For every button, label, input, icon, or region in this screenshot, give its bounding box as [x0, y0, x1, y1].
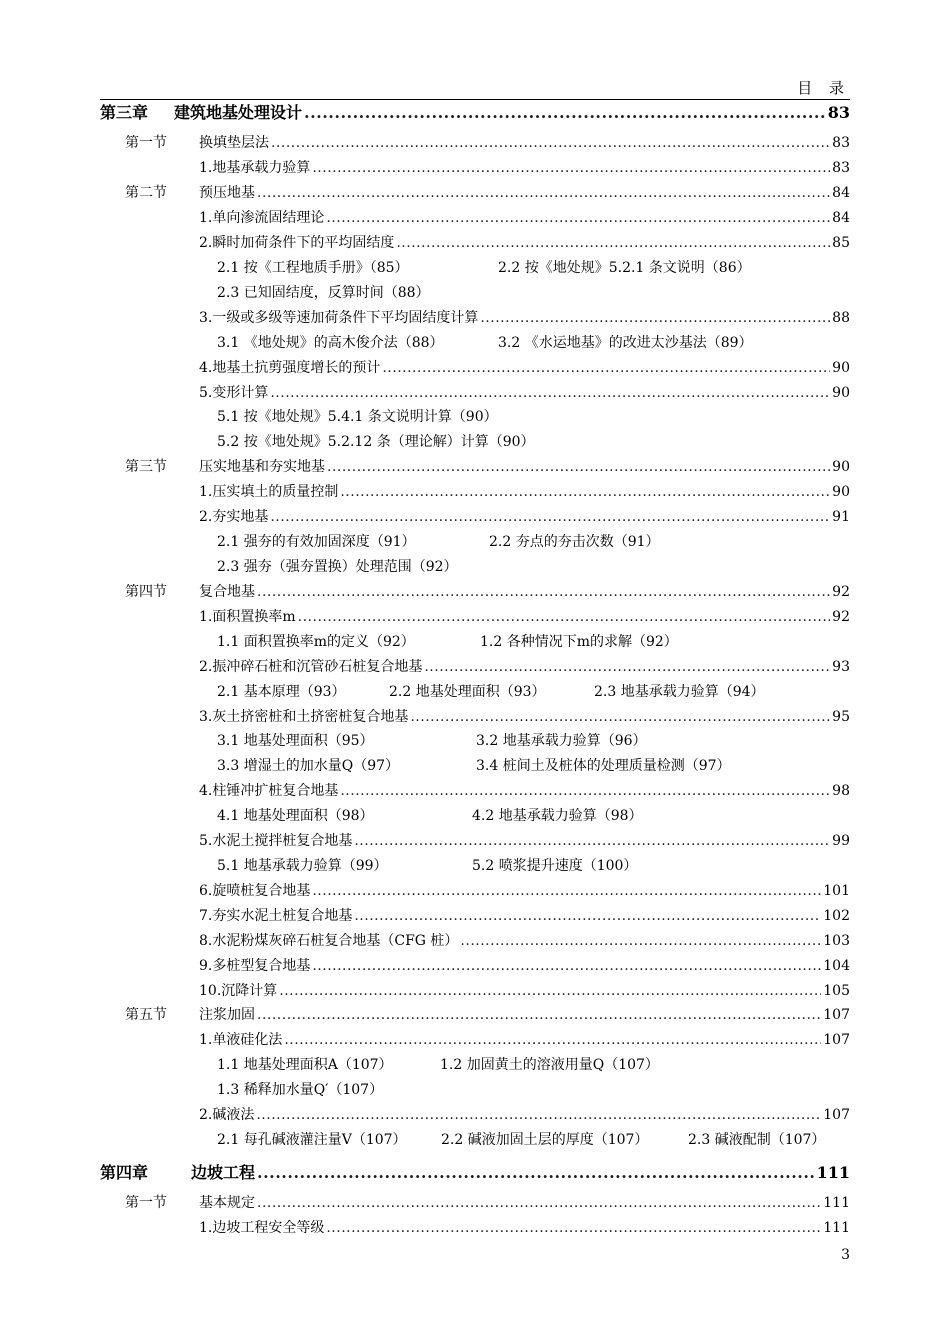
item-title: 2.瞬时加荷条件下的平均固结度 [199, 235, 395, 251]
toc-item[interactable] [0, 931, 950, 951]
toc-chapter[interactable] [0, 1163, 950, 1183]
page-ref: 95 [832, 709, 850, 725]
page-ref: 92 [832, 584, 850, 600]
section-title: 压实地基和夯实地基 [199, 459, 325, 475]
subitem[interactable]: 5.1 按《地处规》5.4.1 条文说明计算（90） [217, 409, 498, 425]
page-ref: 84 [832, 185, 850, 201]
toc-item[interactable] [0, 158, 950, 178]
chapter-title: 边坡工程 [191, 1163, 256, 1182]
item-title: 1.单向渗流固结理论 [199, 210, 325, 226]
subitem[interactable]: 2.2 按《地处规》5.2.1 条文说明（86） [498, 260, 751, 276]
item-title: 4.地基土抗剪强度增长的预计 [199, 360, 381, 376]
toc-subitems [0, 1130, 950, 1150]
section-title: 换填垫层法 [199, 135, 269, 151]
toc-item[interactable] [0, 358, 950, 378]
toc-subitems [0, 856, 950, 876]
item-title: 6.旋喷桩复合地基 [199, 883, 311, 899]
item-title: 1.地基承载力验算 [199, 160, 311, 176]
section-title: 复合地基 [199, 584, 255, 600]
item-title: 1.面积置换率m [199, 609, 296, 625]
toc-subitems [0, 632, 950, 652]
toc-item[interactable] [0, 308, 950, 328]
subitem[interactable]: 4.1 地基处理面积（98） [217, 808, 374, 824]
section-number: 第三节 [125, 459, 167, 475]
toc-subitems [0, 407, 950, 427]
toc-item[interactable] [0, 881, 950, 901]
subitem[interactable]: 3.1 《地处规》的高木俊介法（88） [217, 335, 444, 351]
page-ref: 111 [823, 1195, 850, 1211]
toc-item[interactable] [0, 607, 950, 627]
toc-subitems [0, 806, 950, 826]
toc-section[interactable] [0, 133, 950, 153]
toc-section[interactable] [0, 582, 950, 602]
page-ref: 90 [832, 360, 850, 376]
toc-item[interactable] [0, 507, 950, 527]
subitem[interactable]: 2.1 基本原理（93） [217, 684, 346, 700]
subitem[interactable]: 1.2 加固黄土的溶液用量Q（107） [440, 1057, 659, 1073]
toc-item[interactable] [0, 956, 950, 976]
item-title: 1.单液硅化法 [199, 1032, 283, 1048]
chapter-number: 第三章 [100, 103, 149, 122]
item-title: 4.柱锤冲扩桩复合地基 [199, 783, 339, 799]
page-ref: 107 [823, 1107, 850, 1123]
subitem[interactable]: 2.1 按《工程地质手册》（85） [217, 260, 409, 276]
subitem[interactable]: 3.2 地基承载力验算（96） [476, 733, 647, 749]
page-ref: 90 [832, 459, 850, 475]
section-number: 第一节 [125, 1195, 167, 1211]
chapter-title: 建筑地基处理设计 [174, 103, 303, 122]
page-ref: 101 [823, 883, 850, 899]
subitem[interactable]: 2.2 地基处理面积（93） [389, 684, 546, 700]
section-title: 注浆加固 [199, 1007, 255, 1023]
page-ref: 107 [823, 1032, 850, 1048]
page-ref: 83 [832, 135, 850, 151]
section-title: 预压地基 [199, 185, 255, 201]
page-ref: 99 [832, 833, 850, 849]
page-ref: 90 [832, 385, 850, 401]
subitem[interactable]: 3.1 地基处理面积（95） [217, 733, 374, 749]
subitem[interactable]: 3.2 《水运地基》的改进太沙基法（89） [498, 335, 753, 351]
subitem[interactable]: 5.1 地基承载力验算（99） [217, 858, 388, 874]
item-title: 2.夯实地基 [199, 509, 269, 525]
page-ref: 83 [832, 160, 850, 176]
subitem[interactable]: 1.1 地基处理面积A（107） [217, 1057, 393, 1073]
toc-subitems [0, 283, 950, 303]
toc-item[interactable] [0, 1030, 950, 1050]
subitem[interactable]: 1.1 面积置换率m的定义（92） [217, 634, 415, 650]
subitem[interactable]: 2.2 夯点的夯击次数（91） [489, 534, 660, 550]
toc-item[interactable] [0, 906, 950, 926]
item-title: 10.沉降计算 [199, 983, 278, 999]
toc-subitems [0, 333, 950, 353]
toc-item[interactable] [0, 1218, 950, 1238]
page-ref: 111 [816, 1163, 850, 1182]
toc-item[interactable] [0, 657, 950, 677]
toc-subitems [0, 731, 950, 751]
header-rule [100, 99, 850, 100]
page-ref: 98 [832, 783, 850, 799]
toc-item[interactable] [0, 781, 950, 801]
toc-section[interactable] [0, 1005, 950, 1025]
item-title: 3.一级或多级等速加荷条件下平均固结度计算 [199, 310, 479, 326]
subitem[interactable]: 2.3 碱液配制（107） [688, 1132, 826, 1148]
subitem[interactable]: 3.3 增湿土的加水量Q（97） [217, 758, 400, 774]
toc-subitems [0, 258, 950, 278]
page-ref: 92 [832, 609, 850, 625]
toc-item[interactable] [0, 233, 950, 253]
toc-item[interactable] [0, 208, 950, 228]
item-title: 5.变形计算 [199, 385, 269, 401]
page-ref: 85 [832, 235, 850, 251]
toc-item[interactable] [0, 981, 950, 1001]
item-title: 9.多桩型复合地基 [199, 958, 311, 974]
section-number: 第二节 [125, 185, 167, 201]
toc-section[interactable] [0, 183, 950, 203]
toc-item[interactable] [0, 1105, 950, 1125]
toc-section[interactable] [0, 1193, 950, 1213]
section-number: 第四节 [125, 584, 167, 600]
page-ref: 91 [832, 509, 850, 525]
page-ref: 107 [823, 1007, 850, 1023]
subitem[interactable]: 5.2 按《地处规》5.2.12 条（理论解）计算（90） [217, 434, 535, 450]
item-title: 1.压实填土的质量控制 [199, 484, 339, 500]
item-title: 1.边坡工程安全等级 [199, 1220, 325, 1236]
page-ref: 84 [832, 210, 850, 226]
subitem[interactable]: 2.3 已知固结度，反算时间（88） [217, 285, 430, 301]
subitem[interactable]: 2.3 地基承载力验算（94） [594, 684, 765, 700]
subitem[interactable]: 4.2 地基承载力验算（98） [472, 808, 643, 824]
item-title: 2.碱液法 [199, 1107, 255, 1123]
toc-item[interactable] [0, 482, 950, 502]
item-title: 3.灰土挤密桩和土挤密桩复合地基 [199, 709, 409, 725]
item-title: 5.水泥土搅拌桩复合地基 [199, 833, 353, 849]
page-ref: 111 [823, 1220, 850, 1236]
toc-item[interactable] [0, 707, 950, 727]
page-ref: 102 [823, 908, 850, 924]
toc-subitems [0, 557, 950, 577]
page-ref: 104 [823, 958, 850, 974]
toc-subitems [0, 756, 950, 776]
page-number: 3 [841, 1247, 850, 1263]
page-ref: 93 [832, 659, 850, 675]
item-title: 8.水泥粉煤灰碎石桩复合地基（CFG 桩） [199, 933, 459, 949]
subitem[interactable]: 1.3 稀释加水量Q′（107） [217, 1082, 384, 1098]
subitem[interactable]: 2.2 碱液加固土层的厚度（107） [441, 1132, 649, 1148]
chapter-number: 第四章 [100, 1163, 149, 1182]
page-header: 目 录 [797, 79, 850, 97]
toc-item[interactable] [0, 383, 950, 403]
page-ref: 88 [832, 310, 850, 326]
page-ref: 83 [827, 103, 850, 122]
toc-subitems [0, 532, 950, 552]
subitem[interactable]: 1.2 各种情况下m的求解（92） [480, 634, 678, 650]
subitem[interactable]: 2.3 强夯（强夯置换）处理范围（92） [217, 559, 458, 575]
subitem[interactable]: 3.4 桩间土及桩体的处理质量检测（97） [476, 758, 731, 774]
item-title: 2.振冲碎石桩和沉管砂石桩复合地基 [199, 659, 423, 675]
toc-subitems [0, 432, 950, 452]
item-title: 7.夯实水泥土桩复合地基 [199, 908, 353, 924]
toc-chapter[interactable] [0, 103, 950, 123]
toc-subitems [0, 1080, 950, 1100]
subitem[interactable]: 5.2 喷浆提升速度（100） [472, 858, 638, 874]
toc-subitems [0, 682, 950, 702]
page-ref: 90 [832, 484, 850, 500]
section-number: 第五节 [125, 1007, 167, 1023]
section-title: 基本规定 [199, 1195, 255, 1211]
page-ref: 105 [823, 983, 850, 999]
page-ref: 103 [823, 933, 850, 949]
toc-subitems [0, 1055, 950, 1075]
toc-item[interactable] [0, 831, 950, 851]
section-number: 第一节 [125, 135, 167, 151]
toc-section[interactable] [0, 457, 950, 477]
subitem[interactable]: 2.1 每孔碱液灌注量V（107） [217, 1132, 407, 1148]
subitem[interactable]: 2.1 强夯的有效加固深度（91） [217, 534, 416, 550]
